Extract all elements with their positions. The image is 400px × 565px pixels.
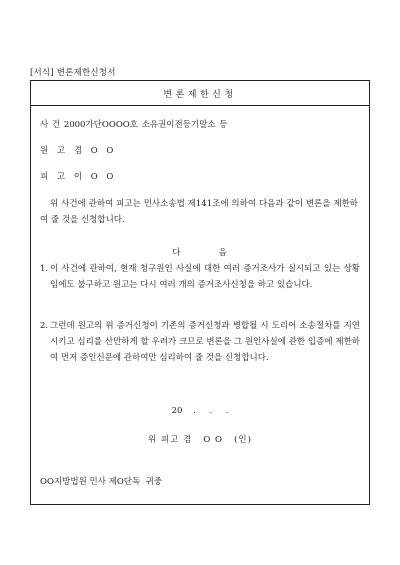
document-title: 변론제한신청	[163, 89, 237, 100]
date-line: 20 . . .	[171, 406, 229, 416]
list-item	[40, 261, 360, 293]
court-addressee: OO지방법원 민사 제O단독 귀중	[40, 477, 163, 487]
intro-paragraph: 위 사건에 관하여 피고는 민사소송법 제141조에 의하여 다음과 같이 변론을 제한하여 줄 것을 신청합니다.	[40, 199, 358, 225]
signature-line: 위 피고 겸 O O (인)	[148, 435, 252, 445]
plaintiff-line: 원 고 겸 O O	[40, 146, 117, 156]
item-text: 이 사건에 관하여, 현재 청구원인 사실에 대한 여러 증거조사가 실시되고 있는 상황임에도 불구하고 원고는 다시 여러 개의 증거조사신청을 하고 있습니다.	[50, 264, 360, 290]
defendant-line: 피 고 이 O O	[40, 172, 117, 182]
form-label: [서식] 변론제한신청서	[30, 68, 116, 78]
document-frame	[30, 80, 370, 505]
item-number: 2.	[40, 321, 49, 331]
item-number: 1.	[40, 264, 49, 274]
title-row	[31, 81, 369, 106]
item-text: 그런데 원고의 위 증거신청이 기존의 증거신청과 병합될 시 도리어 소송절차를 지연 시키고 심리를 산만하게 할 우려가 크므로 변론을 그 원인사실에 관한 입증에 제한하여 먼저 증인신문에 관하여만 심리하여 줄 것을 신청합니다.	[50, 321, 360, 363]
list-item	[40, 318, 360, 366]
case-line: 사 건 2000가단OOOO호 소유권이전등기말소 등	[40, 120, 228, 130]
section-heading: 다 음	[172, 248, 228, 258]
